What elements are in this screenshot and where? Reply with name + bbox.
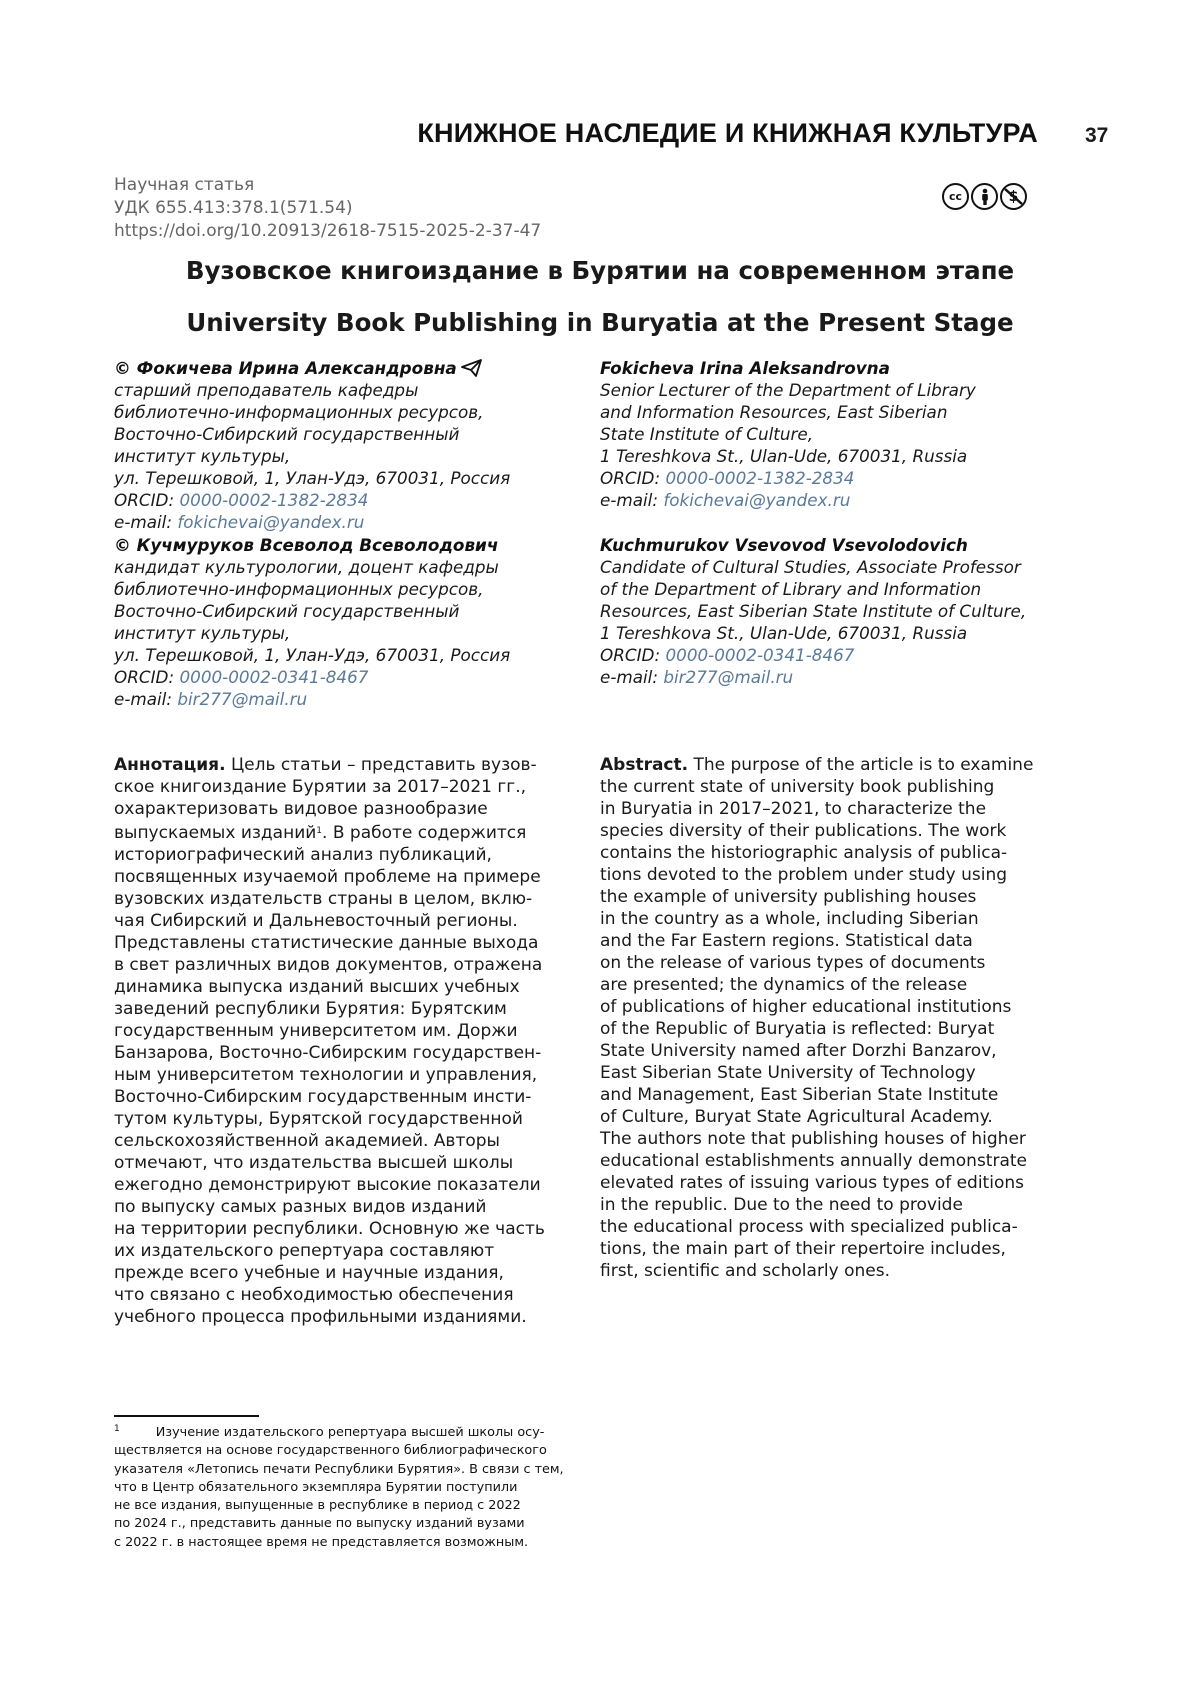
abstract-line: учебного процесса профильными изданиями. bbox=[114, 1306, 584, 1328]
footnote-line: что в Центр обязательного экземпляра Бурятии поступили bbox=[114, 1479, 569, 1497]
abstract-line: East Siberian State University of Technology bbox=[600, 1062, 1080, 1084]
abstract-line: species diversity of their publications. The work bbox=[600, 820, 1080, 842]
affiliation-line: Candidate of Cultural Studies, Associate Professor bbox=[600, 556, 1080, 578]
abstract-line: tions, the main part of their repertoire includes, bbox=[600, 1238, 1080, 1260]
footnote-ref[interactable]: 1 bbox=[316, 826, 322, 836]
author-name: Fokicheva Irina Aleksandrovna bbox=[600, 357, 1080, 379]
abstract-line: in the republic. Due to the need to provide bbox=[600, 1194, 1080, 1216]
author-en-2 bbox=[600, 534, 1080, 688]
affiliation-line: ул. Терешковой, 1, Улан-Удэ, 670031, Россия bbox=[114, 467, 584, 489]
person-icon bbox=[978, 188, 992, 206]
affiliation-line: Senior Lecturer of the Department of Library bbox=[600, 379, 1080, 401]
author-en-1 bbox=[600, 357, 1080, 511]
email-link[interactable]: fokichevai@yandex.ru bbox=[663, 490, 850, 510]
orcid-line: ORCID: 0000-0002-1382-2834 bbox=[600, 467, 1080, 489]
author-ru-1 bbox=[114, 357, 584, 533]
abstract-line: на территории республики. Основную же часть bbox=[114, 1218, 584, 1240]
affiliation-line: Восточно-Сибирский государственный bbox=[114, 423, 584, 445]
email-line: e-mail: fokichevai@yandex.ru bbox=[114, 511, 584, 533]
orcid-link[interactable]: 0000-0002-1382-2834 bbox=[179, 490, 368, 510]
udc-code: УДК 655.413:378.1(571.54) bbox=[114, 197, 541, 220]
email-line: e-mail: bir277@mail.ru bbox=[114, 688, 584, 710]
email-link[interactable]: bir277@mail.ru bbox=[663, 667, 793, 687]
abstract-line: of the Republic of Buryatia is reflected: Buryat bbox=[600, 1018, 1080, 1040]
abstract-line: first, scientific and scholarly ones. bbox=[600, 1260, 1080, 1282]
abstract-line: прежде всего учебные и научные издания, bbox=[114, 1262, 584, 1284]
abstract-line: and the Far Eastern regions. Statistical data bbox=[600, 930, 1080, 952]
affiliation-line: 1 Tereshkova St., Ulan-Ude, 670031, Russia bbox=[600, 445, 1080, 467]
footnote bbox=[114, 1420, 569, 1552]
abstract-line: их издательского репертуара составляют bbox=[114, 1240, 584, 1262]
footnote-line: по 2024 г., представить данные по выпуску изданий вузами bbox=[114, 1515, 569, 1533]
footnote-divider bbox=[114, 1415, 259, 1417]
abstract-line: the example of university publishing houses bbox=[600, 886, 1080, 908]
author-name: © Кучмуруков Всеволод Всеволодович bbox=[114, 534, 584, 556]
affiliation-line: of the Department of Library and Information bbox=[600, 578, 1080, 600]
abstract-line: чая Сибирский и Дальневосточный регионы. bbox=[114, 910, 584, 932]
author-ru-2 bbox=[114, 534, 584, 710]
abstract-line: государственным университетом им. Доржи bbox=[114, 1020, 584, 1042]
abstract-line: the educational process with specialized publica- bbox=[600, 1216, 1080, 1238]
author-name: © Фокичева Ирина Александровна bbox=[114, 357, 584, 379]
affiliation-line: Восточно-Сибирский государственный bbox=[114, 600, 584, 622]
abstract-ru bbox=[114, 754, 584, 1328]
abstract-line: ское книгоиздание Бурятии за 2017–2021 гг., bbox=[114, 776, 584, 798]
abstract-line: in Buryatia in 2017–2021, to characterize the bbox=[600, 798, 1080, 820]
affiliation-line: 1 Tereshkova St., Ulan-Ude, 670031, Russia bbox=[600, 622, 1080, 644]
footnote-body bbox=[114, 1442, 569, 1552]
abstract-line: Банзарова, Восточно-Сибирским государствен- bbox=[114, 1042, 584, 1064]
email-link[interactable]: fokichevai@yandex.ru bbox=[177, 512, 364, 532]
affiliation-line: институт культуры, bbox=[114, 622, 584, 644]
abstract-line: Представлены статистические данные выхода bbox=[114, 932, 584, 954]
abstract-line: and Management, East Siberian State Institute bbox=[600, 1084, 1080, 1106]
cc-icon bbox=[942, 183, 969, 210]
email-line: e-mail: bir277@mail.ru bbox=[600, 666, 1080, 688]
affiliation-line: Resources, East Siberian State Institute of Culture, bbox=[600, 600, 1080, 622]
abstract-line: ежегодно демонстрируют высокие показатели bbox=[114, 1174, 584, 1196]
abstract-line: The authors note that publishing houses of higher bbox=[600, 1128, 1080, 1150]
abstract-line: on the release of various types of documents bbox=[600, 952, 1080, 974]
page-number: 37 bbox=[1085, 124, 1108, 148]
affiliation-line: старший преподаватель кафедры bbox=[114, 379, 584, 401]
abstract-line: tions devoted to the problem under study using bbox=[600, 864, 1080, 886]
author-name: Kuchmurukov Vsevovod Vsevolodovich bbox=[600, 534, 1080, 556]
article-title-en: University Book Publishing in Buryatia at the Present Stage bbox=[0, 308, 1200, 337]
affiliation-line: библиотечно-информационных ресурсов, bbox=[114, 578, 584, 600]
orcid-line: ORCID: 0000-0002-0341-8467 bbox=[600, 644, 1080, 666]
affiliation-line: and Information Resources, East Siberian bbox=[600, 401, 1080, 423]
article-title-ru: Вузовское книгоиздание в Бурятии на современном этапе bbox=[0, 256, 1200, 285]
abstract-line: заведений республики Бурятия: Бурятским bbox=[114, 998, 584, 1020]
abstract-heading: Аннотация. bbox=[114, 755, 226, 775]
abstract-line: отмечают, что издательства высшей школы bbox=[114, 1152, 584, 1174]
abstract-line: educational establishments annually demonstrate bbox=[600, 1150, 1080, 1172]
affiliation-line: библиотечно-информационных ресурсов, bbox=[114, 401, 584, 423]
orcid-line: ORCID: 0000-0002-0341-8467 bbox=[114, 666, 584, 688]
abstract-line: по выпуску самых разных видов изданий bbox=[114, 1196, 584, 1218]
footnote-line: ществляется на основе государственного библиографического bbox=[114, 1442, 569, 1460]
abstract-line: тутом культуры, Бурятской государственной bbox=[114, 1108, 584, 1130]
footnote-line: 1 Изучение издательского репертуара высшей школы осу- bbox=[114, 1420, 569, 1442]
abstract-line: elevated rates of issuing various types of editions bbox=[600, 1172, 1080, 1194]
abstract-body bbox=[600, 776, 1080, 1282]
affiliation-line: институт культуры, bbox=[114, 445, 584, 467]
journal-section-title: КНИЖНОЕ НАСЛЕДИЕ И КНИЖНАЯ КУЛЬТУРА bbox=[300, 118, 1038, 149]
abstract-line: in the country as a whole, including Siberian bbox=[600, 908, 1080, 930]
abstract-body bbox=[114, 844, 584, 1328]
abstract-line: contains the historiographic analysis of publica- bbox=[600, 842, 1080, 864]
footnote-line: указателя «Летопись печати Республики Бурятия». В связи с тем, bbox=[114, 1461, 569, 1479]
abstract-line: Восточно-Сибирским государственным инсти- bbox=[114, 1086, 584, 1108]
orcid-link[interactable]: 0000-0002-1382-2834 bbox=[665, 468, 854, 488]
doi-link[interactable]: https://doi.org/10.20913/2618-7515-2025-2-37-47 bbox=[114, 220, 541, 243]
abstract-line: of Culture, Buryat State Agricultural Academy. bbox=[600, 1106, 1080, 1128]
orcid-link[interactable]: 0000-0002-0341-8467 bbox=[179, 667, 368, 687]
footnote-mark: 1 bbox=[114, 1424, 120, 1434]
abstract-line: выпускаемых изданий1. В работе содержится bbox=[114, 820, 584, 844]
article-type: Научная статья bbox=[114, 174, 541, 197]
abstract-line: что связано с необходимостью обеспечения bbox=[114, 1284, 584, 1306]
orcid-link[interactable]: 0000-0002-0341-8467 bbox=[665, 645, 854, 665]
abstract-line: динамика выпуска изданий высших учебных bbox=[114, 976, 584, 998]
cc-icon-label: cc bbox=[949, 190, 962, 203]
footnote-line: с 2022 г. в настоящее время не представляется возможным. bbox=[114, 1534, 569, 1552]
abstract-heading: Abstract. bbox=[600, 755, 688, 775]
abstract-line: State University named after Dorzhi Banzarov, bbox=[600, 1040, 1080, 1062]
abstract-line: are presented; the dynamics of the release bbox=[600, 974, 1080, 996]
affiliation-line: кандидат культурологии, доцент кафедры bbox=[114, 556, 584, 578]
send-email-icon[interactable] bbox=[461, 359, 483, 377]
abstract-line: историографический анализ публикаций, bbox=[114, 844, 584, 866]
cc-license-badge[interactable] bbox=[942, 183, 1027, 210]
nc-icon bbox=[1000, 183, 1027, 210]
article-meta bbox=[114, 174, 541, 243]
abstract-line: Abstract. The purpose of the article is to examine bbox=[600, 754, 1080, 776]
abstract-line: of publications of higher educational institutions bbox=[600, 996, 1080, 1018]
abstract-line: сельскохозяйственной академией. Авторы bbox=[114, 1130, 584, 1152]
abstract-line: ным университетом технологии и управления, bbox=[114, 1064, 584, 1086]
by-icon bbox=[971, 183, 998, 210]
abstract-line: посвященных изучаемой проблеме на примере bbox=[114, 866, 584, 888]
orcid-line: ORCID: 0000-0002-1382-2834 bbox=[114, 489, 584, 511]
affiliation-line: ул. Терешковой, 1, Улан-Удэ, 670031, Россия bbox=[114, 644, 584, 666]
abstract-line: охарактеризовать видовое разнообразие bbox=[114, 798, 584, 820]
abstract-line: вузовских издательств страны в целом, вклю- bbox=[114, 888, 584, 910]
abstract-line: в свет различных видов документов, отражена bbox=[114, 954, 584, 976]
email-link[interactable]: bir277@mail.ru bbox=[177, 689, 307, 709]
affiliation-line: State Institute of Culture, bbox=[600, 423, 1080, 445]
abstract-line: Аннотация. Цель статьи – представить вузов- bbox=[114, 754, 584, 776]
abstract-en bbox=[600, 754, 1080, 1282]
footnote-line: не все издания, выпущенные в республике в период с 2022 bbox=[114, 1497, 569, 1515]
email-line: e-mail: fokichevai@yandex.ru bbox=[600, 489, 1080, 511]
abstract-line: the current state of university book publishing bbox=[600, 776, 1080, 798]
nc-strike-icon bbox=[1000, 183, 1027, 210]
